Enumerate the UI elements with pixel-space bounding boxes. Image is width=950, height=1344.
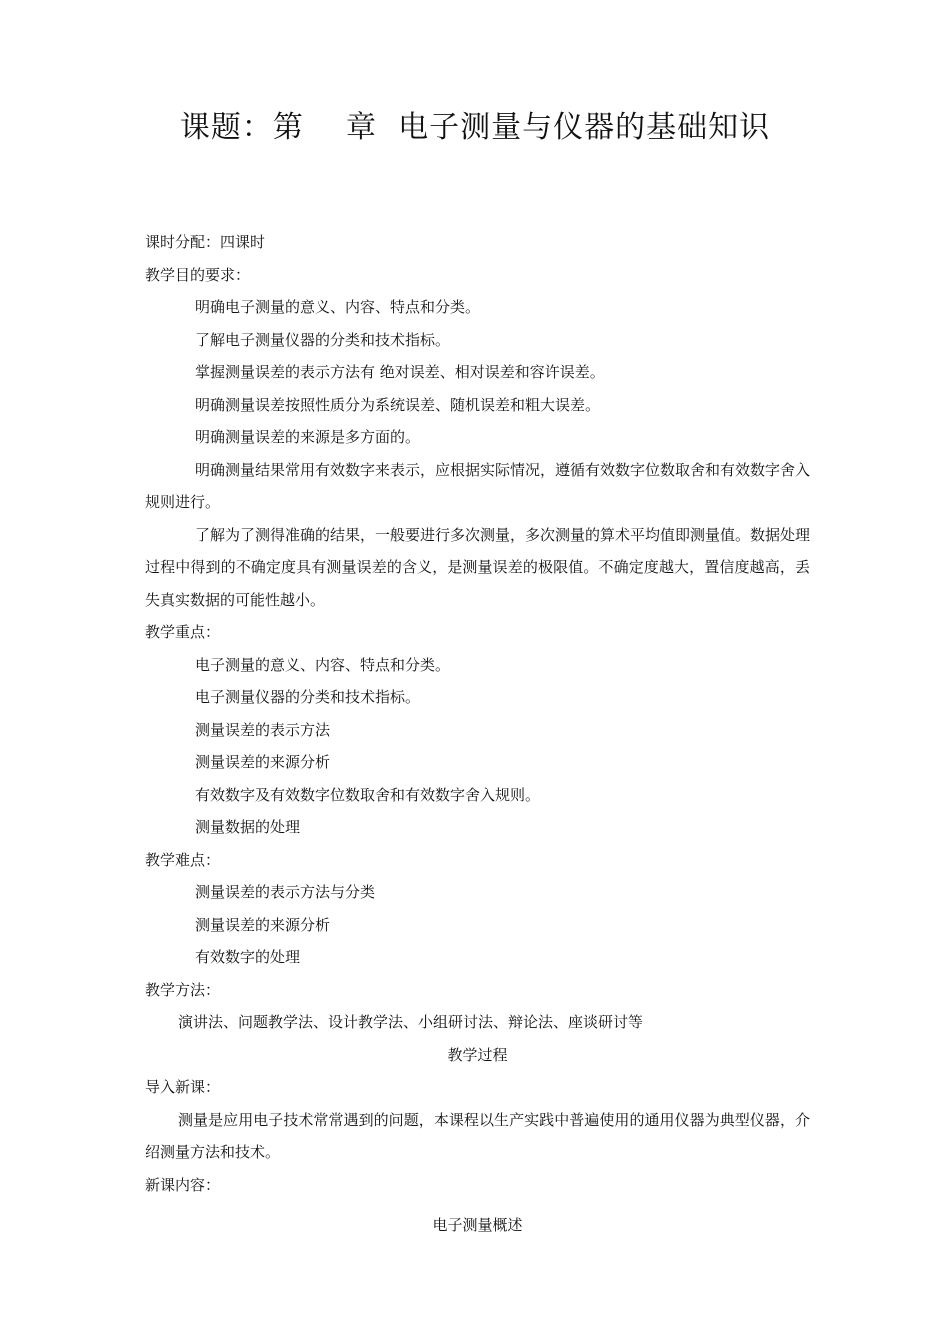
- objective-item: 了解电子测量仪器的分类和技术指标。: [195, 330, 451, 349]
- difficulty-item: 有效数字的处理: [195, 948, 301, 966]
- objective-item: 明确测量结果常用有效数字来表示，应根据实际情况，遵循有效数字位数取舍和有效数字舍入规则进行。: [145, 460, 811, 511]
- objective-item: 明确测量误差的来源是多方面的。: [195, 428, 421, 446]
- difficulty-item: 测量误差的来源分析: [195, 915, 331, 934]
- process-heading: 教学过程: [447, 1045, 508, 1064]
- key-point-item: 测量误差的表示方法: [195, 720, 331, 739]
- objective-item: 掌握测量误差的表示方法有 绝对误差、相对误差和容许误差。: [195, 363, 605, 381]
- difficulties-heading: 教学难点：: [145, 850, 221, 869]
- key-point-item: 测量数据的处理: [195, 818, 301, 836]
- key-point-item: 电子测量仪器的分类和技术指标。: [195, 688, 421, 706]
- methods-heading: 教学方法：: [145, 980, 221, 999]
- key-points-heading: 教学重点：: [145, 623, 221, 641]
- objective-item: 明确测量误差按照性质分为系统误差、随机误差和粗大误差。: [195, 395, 601, 414]
- new-content-heading: 新课内容：: [145, 1175, 221, 1194]
- objective-item: 了解为了测得准确的结果，一般要进行多次测量，多次测量的算术平均值即测量值。数据处理过程中得到的不确定度具有测量误差的含义，是测量误差的极限值。不确定度越大，置信度越高，丢失真实数据的可能性越小。: [145, 525, 811, 609]
- key-point-item: 测量误差的来源分析: [195, 753, 331, 771]
- key-point-item: 有效数字及有效数字位数取舍和有效数字舍入规则。: [195, 785, 541, 804]
- intro-text: 测量是应用电子技术常常遇到的问题，本课程以生产实践中普遍使用的通用仪器为典型仪器，介绍测量方法和技术。: [145, 1110, 810, 1161]
- objective-item: 明确电子测量的意义、内容、特点和分类。: [195, 298, 481, 316]
- difficulty-item: 测量误差的表示方法与分类: [195, 883, 376, 901]
- intro-heading: 导入新课：: [145, 1078, 221, 1096]
- section-title: 电子测量概述: [432, 1216, 523, 1234]
- objectives-heading: 教学目的要求：: [145, 265, 251, 284]
- document-body: [145, 226, 810, 1242]
- methods-text: 演讲法、问题教学法、设计教学法、小组研讨法、辩论法、座谈研讨等: [178, 1013, 644, 1031]
- key-point-item: 电子测量的意义、内容、特点和分类。: [195, 655, 451, 674]
- class-hours: 课时分配：四课时: [145, 233, 266, 251]
- page-title: 课题：第 章 电子测量与仪器的基础知识: [179, 110, 771, 145]
